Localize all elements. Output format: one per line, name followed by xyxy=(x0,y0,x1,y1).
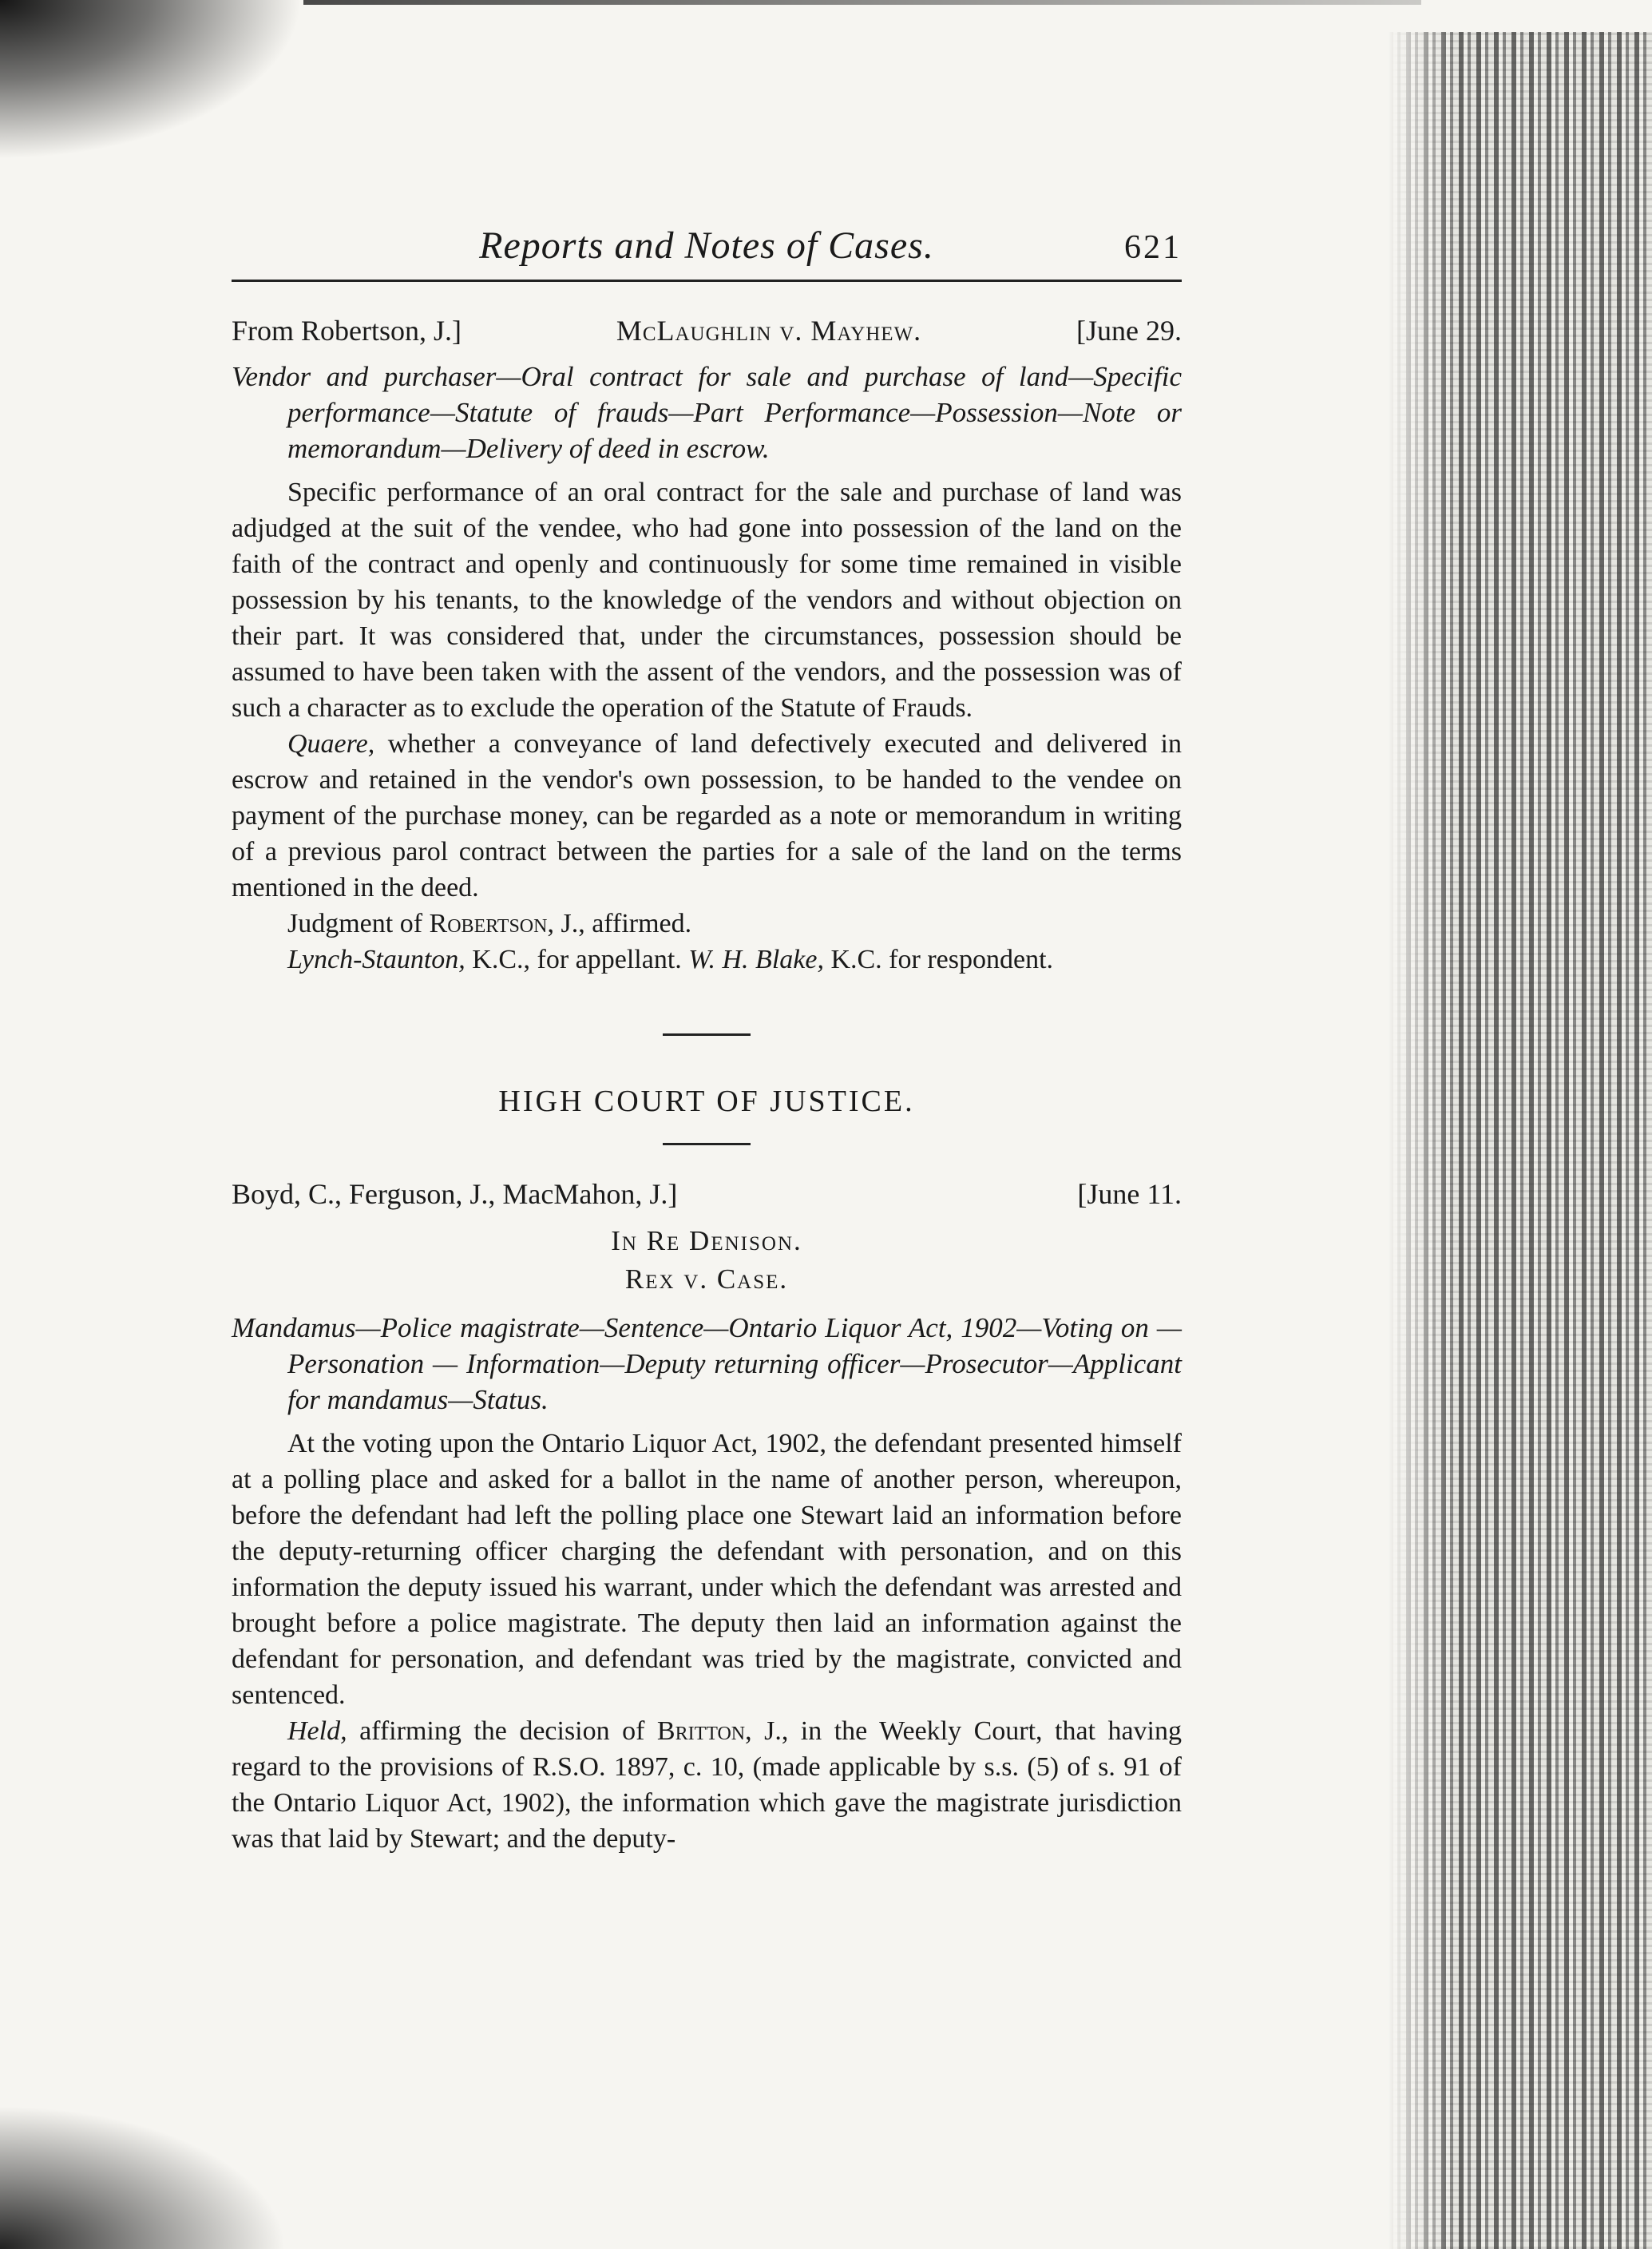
case2-paragraph-1: At the voting upon the Ontario Liquor Act, 1902, the defendant presented himself at a polling place and asked for a ballot in the name of another person, whereupon, before the defendant had left the polling place one Stewart laid an information before the deputy-returning officer charging the defendant with personation, and on this information the deputy issued his warrant, under which the defendant was arrested and brought before a police magistrate. The deputy then laid an information against the defendant for personation, and defendant was tried by the magistrate, convicted and sentenced. xyxy=(232,1429,1182,1710)
counsel-appellant: Lynch-Staunton, xyxy=(287,945,465,974)
case1-paragraph-2 xyxy=(232,726,1182,906)
judgment-suffix: , J., affirmed. xyxy=(547,909,692,938)
scan-shadow-right-edge xyxy=(1389,32,1652,2249)
case2-header xyxy=(232,1177,1182,1211)
held-prefix: affirming the decision of xyxy=(347,1716,657,1746)
case2-held xyxy=(232,1713,1182,1857)
case1-date: [June 29. xyxy=(1076,315,1182,347)
divider-rule-2 xyxy=(663,1143,751,1145)
held-text: , J., in the Weekly Court, that having regard to the provisions of R.S.O. 1897, c. 10, (made applicable by s.s. (5) of s. 91 of the Ontario Liquor Act, 1902), the information which gave the magistrate jurisdiction was that laid by Stewart; and the deputy- xyxy=(232,1716,1182,1854)
case1-headnote: Vendor and purchaser—Oral contract for sale and purchase of land—Specific performance—Statute of frauds—Part Performance—Possession—Note or memorandum—Delivery of deed in escrow. xyxy=(232,361,1182,464)
page-content xyxy=(232,216,1182,1857)
case1-header xyxy=(232,314,1182,347)
counsel-appellant-role: K.C., for appellant. xyxy=(465,945,689,974)
case2-judges: Boyd, C., Ferguson, J., MacMahon, J.] xyxy=(232,1178,678,1210)
counsel-respondent: W. H. Blake, xyxy=(688,945,824,974)
judgment-judge: Robertson xyxy=(429,909,548,938)
divider-rule-1 xyxy=(663,1033,751,1036)
held-word: Held, xyxy=(287,1716,347,1746)
case1-counsel xyxy=(232,942,1182,978)
header-rule xyxy=(232,280,1182,282)
case2-title-1: In Re Denison. xyxy=(611,1225,802,1256)
case1-paragraph-2-text: whether a conveyance of land defectively executed and delivered in escrow and retained in the vendor's own possession, to be handed to the vendee on payment of the purchase money, can be regarded as a note or memorandum in writing of a previous parol contract between the parties for a sale of the land on the terms mentioned in the deed. xyxy=(232,729,1182,902)
case1-paragraph-1: Specific performance of an oral contract for the sale and purchase of land was adjudged at the suit of the vendee, who had gone into possession of the land on the faith of the contract and openly and continuously for some time remained in visible possession by his tenants, to the knowledge of the vendors and without objection on their part. It was considered that, under the circumstances, possession should be assumed to have been taken with the assent of the vendors, and the possession was of such a character as to exclude the operation of the Statute of Frauds. xyxy=(232,478,1182,723)
page-number: 621 xyxy=(1124,229,1182,266)
held-judge: Britton xyxy=(656,1716,746,1746)
counsel-respondent-role: K.C. for respondent. xyxy=(823,945,1054,974)
judgment-prefix: Judgment of xyxy=(287,909,430,938)
case2-title-2: Rex v. Case. xyxy=(624,1263,789,1295)
case1-name: McLaughlin v. Mayhew. xyxy=(616,315,922,347)
running-head xyxy=(232,216,1182,280)
scan-shadow-top-left xyxy=(0,0,303,160)
quaere-word: Quaere, xyxy=(287,729,375,759)
section-heading: HIGH COURT OF JUSTICE. xyxy=(498,1085,915,1118)
case1-judgment xyxy=(232,906,1182,942)
scan-shadow-top xyxy=(303,0,1421,5)
running-title: Reports and Notes of Cases. xyxy=(479,224,934,267)
case2-headnote: Mandamus—Police magistrate—Sentence—Ontario Liquor Act, 1902—Voting on — Personation — Information—Deputy returning officer—Prosecutor—Applicant for mandamus—Status. xyxy=(232,1312,1182,1415)
scan-shadow-bottom-left xyxy=(0,2105,287,2249)
case1-court-from: From Robertson, J.] xyxy=(232,315,462,347)
case2-date: [June 11. xyxy=(1077,1178,1182,1210)
